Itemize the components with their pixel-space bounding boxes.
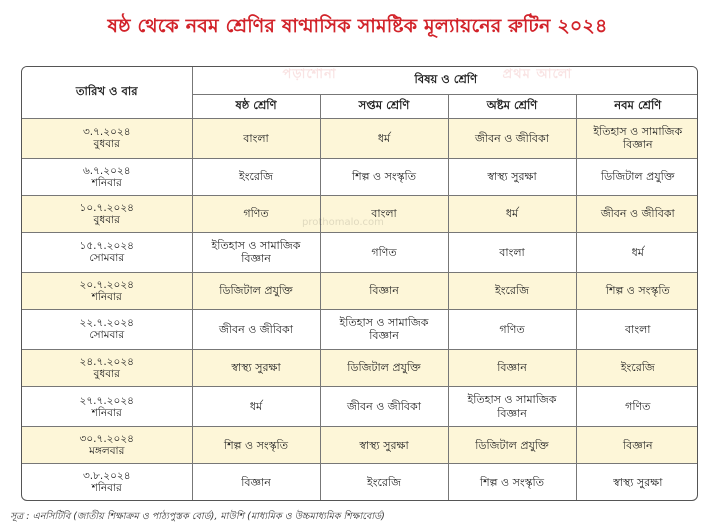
- page-title: ষষ্ঠ থেকে নবম শ্রেণির ষাণ্মাসিক সামষ্টিক মূল্যায়নের রুটিন ২০২৪: [107, 15, 608, 37]
- date-text: ৩.৭.২০২৪: [82, 126, 131, 139]
- subject-cell: বিজ্ঞান: [448, 350, 576, 387]
- subject-cell: স্বাস্থ্য সুরক্ষা: [448, 158, 576, 195]
- subject-cell: ধর্ম: [192, 387, 320, 427]
- subject-cell: জীবন ও জীবিকা: [448, 118, 576, 158]
- day-text: শনিবার: [91, 290, 122, 303]
- table-row: [22, 272, 698, 309]
- subject-cell: বিজ্ঞান: [192, 464, 320, 500]
- header-class-7: সপ্তম শ্রেণি: [320, 94, 448, 118]
- subject-cell: ডিজিটাল প্রযুক্তি: [576, 158, 698, 195]
- subject-cell: ধর্ম: [576, 232, 698, 272]
- date-cell: [22, 118, 192, 158]
- day-text: সোমবার: [89, 329, 125, 342]
- table-row: [22, 464, 698, 500]
- subject-cell: জীবন ও জীবিকা: [192, 309, 320, 349]
- header-class-9: নবম শ্রেণি: [576, 94, 698, 118]
- date-text: ২০.৭.২০২৪: [79, 278, 134, 291]
- date-text: ১৫.৭.২০২৪: [79, 240, 134, 253]
- subject-cell: স্বাস্থ্য সুরক্ষা: [320, 427, 448, 464]
- subject-cell: গণিত: [576, 387, 698, 427]
- routine-table-container: [21, 66, 698, 501]
- subject-cell: শিল্প ও সংস্কৃতি: [320, 158, 448, 195]
- header-class-8: অষ্টম শ্রেণি: [448, 94, 576, 118]
- date-cell: [22, 427, 192, 464]
- watermark-right: প্রথম আলো: [502, 67, 573, 82]
- table-row: [22, 195, 698, 232]
- routine-table: [22, 67, 698, 500]
- date-cell: [22, 272, 192, 309]
- header-subject-class: [192, 67, 698, 94]
- subject-cell: বিজ্ঞান: [320, 272, 448, 309]
- date-text: ৩.৮.২০২৪: [82, 470, 131, 483]
- date-cell: [22, 232, 192, 272]
- header-class-6: ষষ্ঠ শ্রেণি: [192, 94, 320, 118]
- subject-cell: বিজ্ঞান: [576, 427, 698, 464]
- date-cell: [22, 158, 192, 195]
- day-text: সোমবার: [89, 252, 125, 265]
- date-cell: [22, 195, 192, 232]
- subject-cell: বাংলা: [576, 309, 698, 349]
- date-text: ১০.৭.২০২৪: [79, 201, 134, 214]
- source-footer: সূত্র : এনসিটিবি (জাতীয় শিক্ষাক্রম ও পাঠ্যপুস্তক বোর্ড), মাউশি (মাধ্যমিক ও উচ্চমাধ্যমিক শিক্ষাবোর্ড): [10, 511, 385, 522]
- subject-cell: বাংলা: [448, 232, 576, 272]
- watermark-left: পড়াশোনা: [282, 67, 337, 82]
- subject-cell: ইতিহাস ও সামাজিক বিজ্ঞান: [192, 232, 320, 272]
- subject-cell: ইংরেজি: [576, 350, 698, 387]
- date-cell: [22, 350, 192, 387]
- subject-cell: ইংরেজি: [448, 272, 576, 309]
- subject-cell: শিল্প ও সংস্কৃতি: [576, 272, 698, 309]
- subject-cell: ধর্ম: [448, 195, 576, 232]
- day-text: বুধবার: [93, 213, 120, 226]
- subject-cell: ইংরেজি: [192, 158, 320, 195]
- date-text: ২৪.৭.২০২৪: [79, 355, 134, 368]
- table-row: [22, 387, 698, 427]
- table-row: [22, 350, 698, 387]
- date-text: ২৭.৭.২০২৪: [79, 394, 134, 407]
- subject-cell: ইংরেজি: [320, 464, 448, 500]
- subject-cell: জীবন ও জীবিকা: [576, 195, 698, 232]
- subject-cell: ডিজিটাল প্রযুক্তি: [192, 272, 320, 309]
- subject-cell: ডিজিটাল প্রযুক্তি: [448, 427, 576, 464]
- subject-cell: গণিত: [192, 195, 320, 232]
- header-date-day: তারিখ ও বার: [22, 67, 192, 118]
- day-text: বুধবার: [93, 138, 120, 151]
- day-text: বুধবার: [93, 368, 120, 381]
- header-subject-class-label: বিষয় ও শ্রেণি: [414, 72, 478, 87]
- subject-cell: জীবন ও জীবিকা: [320, 387, 448, 427]
- date-cell: [22, 387, 192, 427]
- day-text: শনিবার: [91, 482, 122, 495]
- date-text: ৬.৭.২০২৪: [82, 164, 131, 177]
- subject-cell: স্বাস্থ্য সুরক্ষা: [192, 350, 320, 387]
- subject-cell: গণিত: [320, 232, 448, 272]
- subject-cell: ইতিহাস ও সামাজিক বিজ্ঞান: [576, 118, 698, 158]
- subject-cell: ডিজিটাল প্রযুক্তি: [320, 350, 448, 387]
- subject-cell: বাংলা: [192, 118, 320, 158]
- table-row: [22, 309, 698, 349]
- subject-cell: শিল্প ও সংস্কৃতি: [192, 427, 320, 464]
- subject-cell: শিল্প ও সংস্কৃতি: [448, 464, 576, 500]
- table-row: [22, 232, 698, 272]
- table-row: [22, 118, 698, 158]
- table-row: [22, 158, 698, 195]
- day-text: শনিবার: [91, 406, 122, 419]
- date-cell: [22, 464, 192, 500]
- subject-cell: বাংলা: [320, 195, 448, 232]
- table-row: [22, 427, 698, 464]
- date-cell: [22, 309, 192, 349]
- day-text: মঙ্গলবার: [89, 445, 125, 458]
- subject-cell: ইতিহাস ও সামাজিক বিজ্ঞান: [320, 309, 448, 349]
- day-text: শনিবার: [91, 176, 122, 189]
- date-text: ৩০.৭.২০২৪: [79, 433, 134, 446]
- subject-cell: গণিত: [448, 309, 576, 349]
- subject-cell: ইতিহাস ও সামাজিক বিজ্ঞান: [448, 387, 576, 427]
- date-text: ২২.৭.২০২৪: [79, 317, 134, 330]
- subject-cell: ধর্ম: [320, 118, 448, 158]
- subject-cell: স্বাস্থ্য সুরক্ষা: [576, 464, 698, 500]
